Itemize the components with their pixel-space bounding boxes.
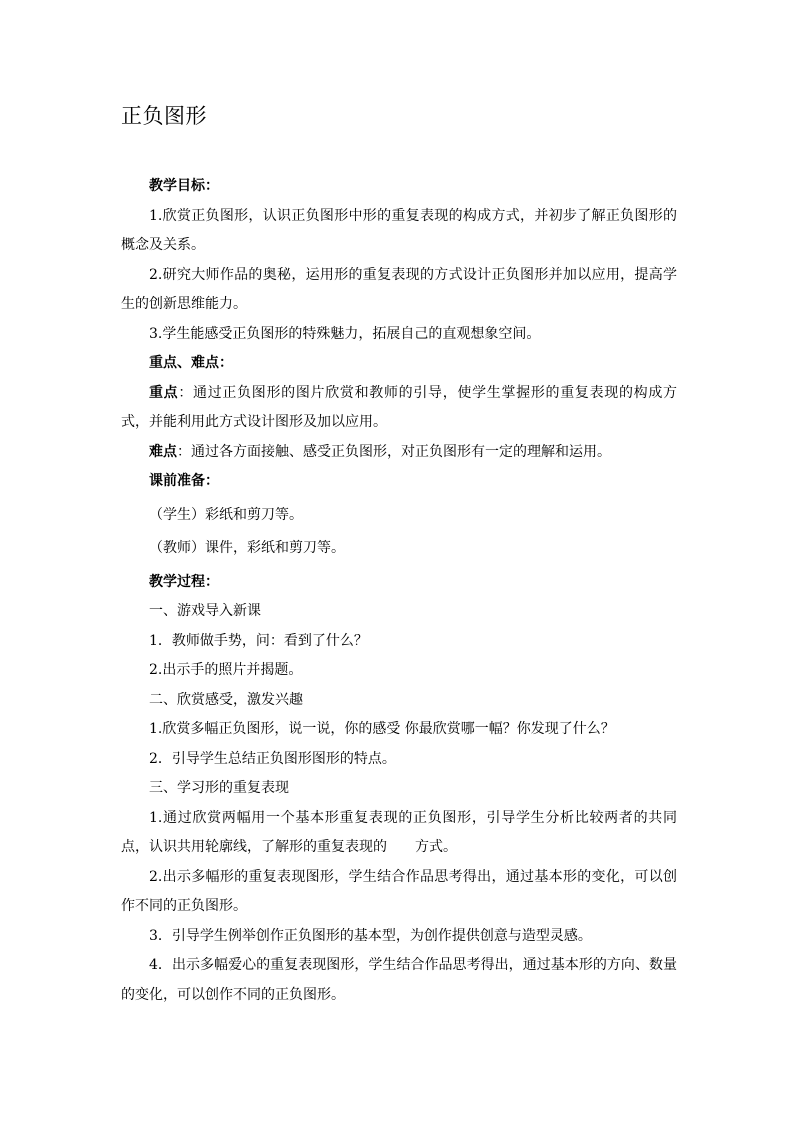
page-title: 正负图形 bbox=[121, 104, 207, 128]
step2-item-1: 1.欣赏多幅正负图形，说一说，你的感受 你最欣赏哪一幅？你发现了什么？ bbox=[149, 721, 615, 737]
difficulty-paragraph bbox=[121, 438, 677, 468]
section-heading-key-points: 重点、难点： bbox=[149, 355, 233, 371]
step3-item-2: 2.出示多幅形的重复表现图形，学生结合作品思考得出，通过基本形的变化，可以创作不同的正负图形。 bbox=[121, 868, 677, 914]
step1-item-1: 1．教师做手势，问：看到了什么？ bbox=[149, 632, 368, 649]
step2-item-2: 2．引导学生总结正负图形图形的特点。 bbox=[149, 750, 396, 767]
step1-item-2: 2.出示手的照片并揭题。 bbox=[149, 662, 303, 678]
section-heading-preparation: 课前准备： bbox=[149, 473, 219, 489]
document-body bbox=[121, 172, 677, 1010]
step3-item-3: 3．引导学生例举创作正负图形的基本型，为创作提供创意与造型灵感。 bbox=[149, 927, 592, 944]
step3-title: 三、学习形的重复表现 bbox=[149, 780, 289, 796]
step3-item-1: 1.通过欣赏两幅用一个基本形重复表现的正负图形，引导学生分析比较两者的共同点，认识共用轮廓线，了解形的重复表现的 方式。 bbox=[121, 809, 677, 855]
goal-item-1: 1.欣赏正负图形，认识正负图形中形的重复表现的构成方式，并初步了解正负图形的概念及关系。 bbox=[121, 207, 677, 253]
step2-title: 二、欣赏感受，激发兴趣 bbox=[149, 691, 303, 708]
prep-student: （学生）彩纸和剪刀等。 bbox=[149, 506, 303, 523]
goal-item-3: 3.学生能感受正负图形的特殊魅力，拓展自己的直观想象空间。 bbox=[149, 325, 541, 342]
step3-item-4: 4．出示多幅爱心的重复表现图形，学生结合作品思考得出，通过基本形的方向、数量的变化，可以创作不同的正负图形。 bbox=[121, 957, 677, 1003]
step1-title: 一、游戏导入新课 bbox=[149, 603, 261, 619]
key-point-paragraph bbox=[121, 379, 677, 438]
section-heading-process: 教学过程： bbox=[149, 573, 219, 590]
key-point-text: ：通过正负图形的图片欣赏和教师的引导，使学生掌握形的重复表现的构成方式，并能利用此方式设计图形及加以应用。 bbox=[121, 384, 678, 430]
key-point-label: 重点 bbox=[149, 384, 179, 401]
section-heading-goals: 教学目标： bbox=[149, 178, 219, 194]
goal-item-2: 2.研究大师作品的奥秘，运用形的重复表现的方式设计正负图形并加以应用，提高学生的创新思维能力。 bbox=[121, 266, 677, 312]
difficulty-label: 难点 bbox=[149, 443, 177, 460]
difficulty-text: ：通过各方面接触、感受正负图形，对正负图形有一定的理解和运用。 bbox=[177, 443, 611, 460]
prep-teacher: （教师）课件，彩纸和剪刀等。 bbox=[149, 540, 345, 556]
